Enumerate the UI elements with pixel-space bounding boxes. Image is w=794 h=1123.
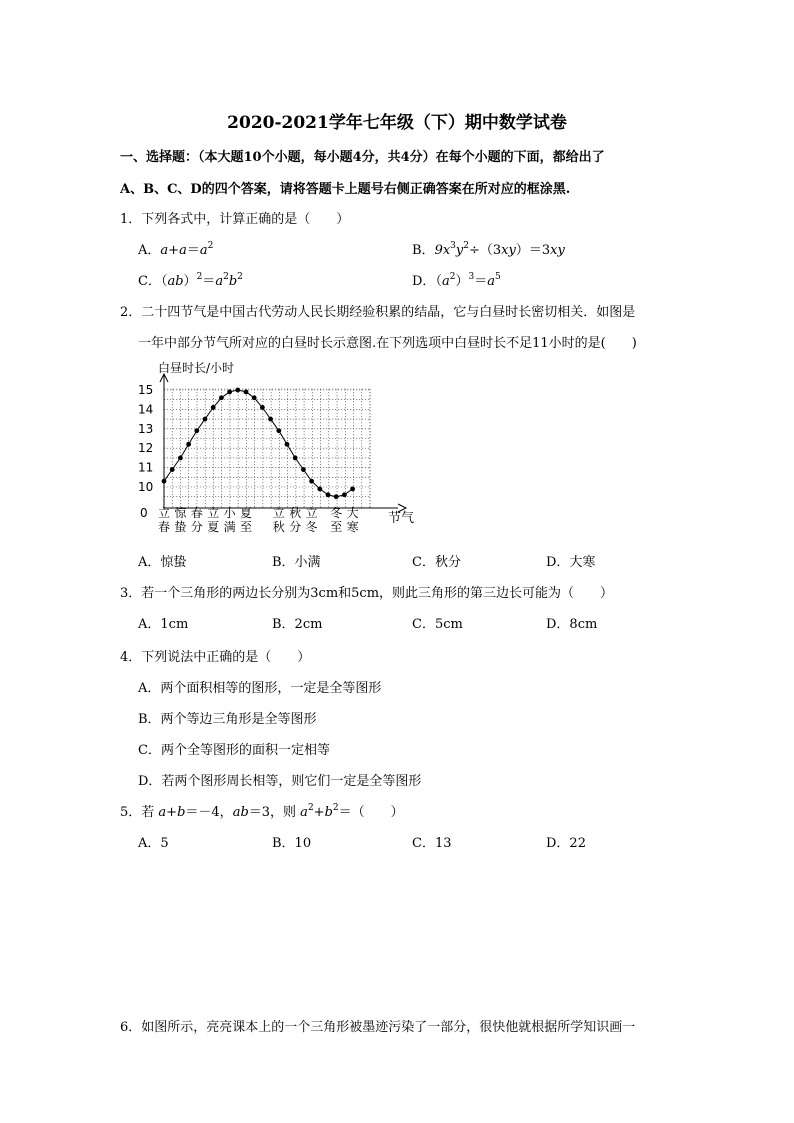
q3-option-d: D．8cm — [546, 617, 598, 632]
data-point — [235, 388, 240, 393]
data-point — [350, 487, 355, 492]
daylight-curve — [164, 390, 353, 497]
data-points — [162, 388, 355, 500]
q1-option-b: B．$9x^3y^2\div(3xy)=3xy$ — [412, 241, 565, 258]
x-tick-label-top: 大 — [346, 506, 359, 520]
data-point — [178, 456, 183, 461]
x-tick-label-bottom: 分 — [289, 520, 302, 534]
q4-stem: 4．下列说法中正确的是（ ） — [120, 650, 311, 665]
x-tick-label-top: 小 — [223, 506, 236, 520]
data-point — [211, 405, 216, 410]
q4-option-c: C．两个全等图形的面积一定相等 — [138, 743, 330, 758]
x-tick-label-top: 秋 — [289, 506, 302, 520]
data-point — [334, 494, 339, 499]
data-point — [186, 442, 191, 447]
daylight-line — [164, 390, 353, 497]
q2-stem-line2: 一年中部分节气所对应的白昼时长示意图.在下列选项中白昼时长不足11小时的是( ) — [138, 336, 637, 351]
data-point — [260, 405, 265, 410]
q5-option-c: C．13 — [412, 836, 452, 851]
y-tick-label: 10 — [138, 480, 154, 494]
q5-option-b: B．10 — [272, 836, 312, 851]
x-tick-label-top: 夏 — [239, 506, 253, 520]
q5-option-d: D．22 — [546, 836, 586, 851]
x-tick-labels — [158, 505, 359, 534]
y-tick-labels — [138, 383, 153, 494]
x-tick-label-bottom: 寒 — [346, 520, 359, 534]
q1-option-a: A．$a+a=a^2$ — [138, 241, 214, 258]
data-point — [244, 390, 249, 395]
q4-option-a: A．两个面积相等的图形，一定是全等图形 — [138, 681, 382, 696]
q5-option-a: A．5 — [138, 836, 169, 851]
data-point — [194, 428, 199, 433]
data-point — [317, 487, 322, 492]
y-tick-label: 12 — [138, 441, 154, 456]
x-tick-label-bottom: 春 — [157, 520, 171, 534]
q2-option-c: C．秋分 — [412, 555, 461, 570]
y-tick-label: 14 — [138, 402, 154, 417]
x-tick-label-bottom: 分 — [190, 520, 203, 534]
data-point — [293, 456, 298, 461]
data-point — [326, 492, 331, 497]
x-tick-label-top: 惊 — [174, 506, 187, 520]
data-point — [203, 417, 208, 422]
x-tick-label-bottom: 满 — [223, 520, 236, 534]
q3-option-a: A．1cm — [138, 617, 189, 632]
y-axis-title: 白昼时长/小时 — [158, 361, 235, 375]
x-tick-label-top: 立 — [157, 506, 171, 520]
q5-stem: 5．若 a+b＝－4，ab＝3，则 $a^2+b^2=$（ ） — [120, 803, 404, 820]
section-heading-line1: 一、选择题：（本大题10个小题，每小题4分，共4分）在每个小题的下面，都给出了 — [120, 150, 605, 165]
y-tick-label: 15 — [138, 383, 154, 397]
data-point — [276, 428, 281, 433]
q1-option-c: C．$(ab)^2=a^2b^2$ — [138, 272, 243, 289]
x-tick-label-bottom: 夏 — [207, 520, 220, 534]
x-tick-label-top: 立 — [272, 506, 285, 520]
section-heading-line2: A、B、C、D的四个答案，请将答题卡上题号右侧正确答案在所对应的框涂黑. — [120, 182, 571, 197]
x-tick-label-bottom: 秋 — [272, 520, 285, 534]
q2-option-a: A．惊蛰 — [138, 555, 187, 570]
q3-option-c: C．5cm — [412, 617, 463, 632]
q1-stem: 1．下列各式中，计算正确的是（ ） — [120, 212, 350, 227]
y-tick-label: 11 — [138, 460, 154, 475]
data-point — [252, 395, 257, 400]
q6-stem: 6．如图所示，亮亮课本上的一个三角形被墨迹污染了一部分，很快他就根据所学知识画一 — [120, 1020, 636, 1035]
chart-grid — [164, 389, 370, 508]
x-tick-label-bottom: 冬 — [305, 520, 318, 534]
data-point — [162, 479, 167, 484]
x-tick-label-bottom: 至 — [330, 520, 343, 534]
q2-stem-line1: 2．二十四节气是中国古代劳动人民长期经验积累的结晶，它与白昼时长密切相关．如图是 — [120, 305, 636, 320]
q3-stem: 3．若一个三角形的两边长分别为3cm和5cm，则此三角形的第三边长可能为（ ） — [120, 586, 614, 601]
data-point — [219, 395, 224, 400]
data-point — [268, 417, 273, 422]
data-point — [342, 492, 347, 497]
x-axis-title: 节气 — [388, 511, 415, 526]
data-point — [301, 467, 306, 472]
x-tick-label-top: 春 — [190, 506, 203, 520]
x-tick-label-bottom: 至 — [239, 520, 253, 534]
q2-option-d: D．大寒 — [546, 555, 596, 570]
x-tick-label-top: 立 — [207, 506, 220, 520]
y-tick-label: 13 — [138, 421, 154, 436]
data-point — [285, 442, 290, 447]
q4-option-d: D．若两个图形周长相等，则它们一定是全等图形 — [138, 774, 422, 789]
data-point — [227, 390, 232, 395]
x-tick-label-bottom: 蛰 — [174, 520, 187, 534]
data-point — [309, 479, 314, 484]
q1-option-d: D．$(a^2)^3=a^5$ — [412, 272, 501, 289]
daylight-chart — [130, 355, 430, 540]
q2-option-b: B．小满 — [272, 555, 321, 570]
x-tick-label-top: 立 — [305, 506, 318, 520]
page-title: 2020-2021学年七年级（下）期中数学试卷 — [227, 113, 567, 133]
q4-option-b: B．两个等边三角形是全等图形 — [138, 712, 317, 727]
origin-label: 0 — [140, 506, 148, 520]
q3-option-b: B．2cm — [272, 617, 323, 632]
data-point — [170, 467, 175, 472]
x-tick-label-top: 冬 — [330, 506, 343, 520]
